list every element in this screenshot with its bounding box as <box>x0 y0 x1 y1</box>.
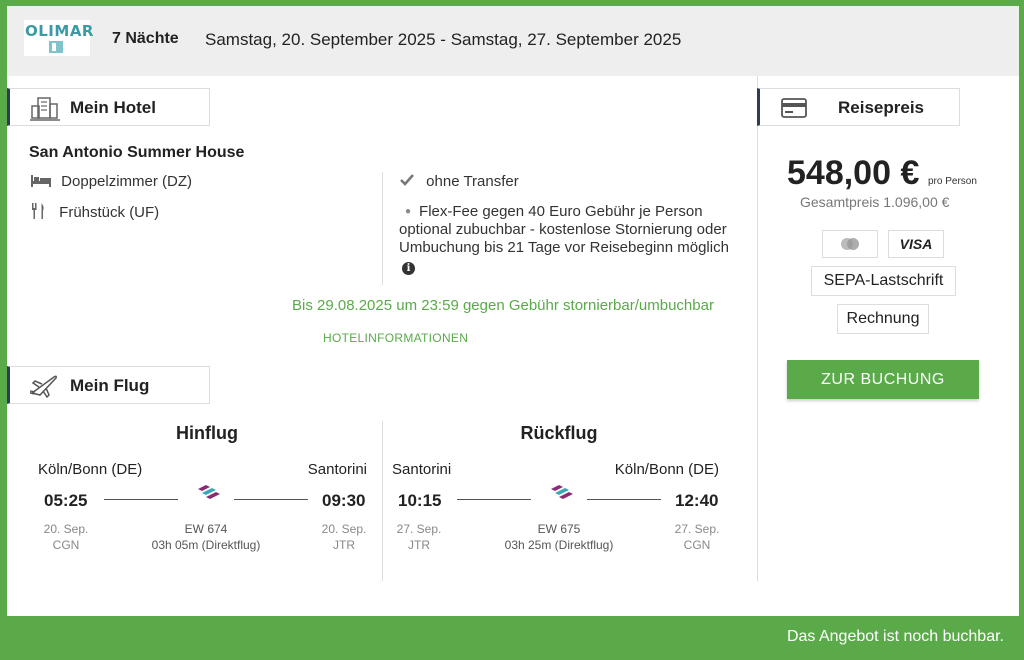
return-departure-info <box>384 521 454 553</box>
flex-fee-text: Flex-Fee gegen 40 Euro Gebühr je Person optional zubuchbar - kostenlose Stornierung oder Umbuchung bis 21 Tage vor Reisebeginn möglich <box>399 203 729 256</box>
olimar-logo <box>24 20 94 56</box>
date-range: Samstag, 20. September 2025 - Samstag, 27. September 2025 <box>205 30 682 49</box>
hotel-icon <box>30 96 60 127</box>
return-arrival-code: CGN <box>683 538 711 552</box>
return-duration: 03h 25m (Direktflug) <box>504 538 614 552</box>
cutlery-icon <box>31 204 59 221</box>
info-icon[interactable]: i <box>402 262 415 275</box>
outbound-departure-code: CGN <box>52 538 80 552</box>
availability-status: Das Angebot ist noch buchbar. <box>786 628 1004 645</box>
mastercard-icon <box>838 238 862 255</box>
total-price: Gesamtpreis 1.096,00 € <box>800 194 950 210</box>
flight-divider <box>382 421 383 581</box>
credit-card-icon <box>781 98 807 123</box>
flight-section-label: Mein Flug <box>70 376 150 395</box>
return-route-line-right <box>587 499 661 500</box>
price-column-divider <box>757 76 758 581</box>
offer-card <box>7 6 1019 616</box>
price-section-header <box>757 88 960 126</box>
mastercard-payment <box>822 230 878 258</box>
plane-icon <box>30 373 58 404</box>
outbound-flight-number: EW 674 <box>184 522 228 536</box>
airline-logo-icon <box>549 484 575 505</box>
return-departure-date: 27. Sep. <box>396 522 442 536</box>
outbound-departure-info <box>31 521 101 553</box>
sepa-payment: SEPA-Lastschrift <box>811 266 956 296</box>
hotel-divider <box>382 172 383 285</box>
outbound-to-city: Santorini <box>307 461 367 478</box>
check-icon <box>400 173 426 190</box>
flight-section-header <box>7 366 210 404</box>
hotel-section-label: Mein Hotel <box>70 98 156 117</box>
outbound-arrival-code: JTR <box>333 538 355 552</box>
price-section-label: Reisepreis <box>838 98 924 117</box>
outbound-arrival-date: 20. Sep. <box>321 522 367 536</box>
transfer-label: ohne Transfer <box>426 173 519 190</box>
return-departure-code: JTR <box>408 538 430 552</box>
outbound-arrival-time: 09:30 <box>322 491 366 510</box>
return-departure-time: 10:15 <box>398 491 442 510</box>
hotel-info-link[interactable]: HOTELINFORMATIONEN <box>323 331 469 345</box>
logo-mark-icon <box>49 41 63 53</box>
flex-fee-info <box>399 203 739 275</box>
outbound-duration: 03h 05m (Direktflug) <box>151 538 261 552</box>
return-flight-info <box>480 521 638 553</box>
room-type-label: Doppelzimmer (DZ) <box>61 173 193 190</box>
logo-text: OLIMAR <box>25 22 94 40</box>
book-button[interactable]: ZUR BUCHUNG <box>787 360 979 399</box>
bullet-icon: ● <box>405 206 412 217</box>
nights-count: 7 Nächte <box>112 30 179 47</box>
airline-logo-icon <box>196 484 222 505</box>
transfer-info <box>400 173 519 190</box>
return-flight-number: EW 675 <box>537 522 581 536</box>
return-title: Rückflug <box>520 423 598 443</box>
hotel-name: San Antonio Summer House <box>29 144 245 161</box>
board-type-label: Frühstück (UF) <box>59 204 160 221</box>
outbound-departure-date: 20. Sep. <box>43 522 89 536</box>
invoice-payment: Rechnung <box>837 304 929 334</box>
outbound-route-line-left <box>104 499 178 500</box>
cancellation-policy: Bis 29.08.2025 um 23:59 gegen Gebühr stornierbar/umbuchbar <box>292 297 714 314</box>
outbound-flight-info <box>127 521 285 553</box>
price-per-person: 548,00 € <box>787 154 920 192</box>
bed-icon <box>31 173 61 190</box>
room-type <box>31 173 192 190</box>
offer-header <box>7 6 1019 76</box>
price-per-person-suffix: pro Person <box>928 176 977 187</box>
return-arrival-date: 27. Sep. <box>674 522 720 536</box>
return-arrival-info <box>662 521 732 553</box>
outbound-departure-time: 05:25 <box>44 491 88 510</box>
outbound-route-line-right <box>234 499 308 500</box>
hotel-section-header <box>7 88 210 126</box>
outbound-from-city: Köln/Bonn (DE) <box>38 461 143 478</box>
visa-payment: VISA <box>888 230 944 258</box>
outbound-title: Hinflug <box>176 423 238 443</box>
return-from-city: Santorini <box>392 461 452 478</box>
outbound-arrival-info <box>309 521 379 553</box>
return-arrival-time: 12:40 <box>675 491 719 510</box>
return-to-city: Köln/Bonn (DE) <box>614 461 719 478</box>
board-type <box>31 203 159 221</box>
return-route-line-left <box>457 499 531 500</box>
